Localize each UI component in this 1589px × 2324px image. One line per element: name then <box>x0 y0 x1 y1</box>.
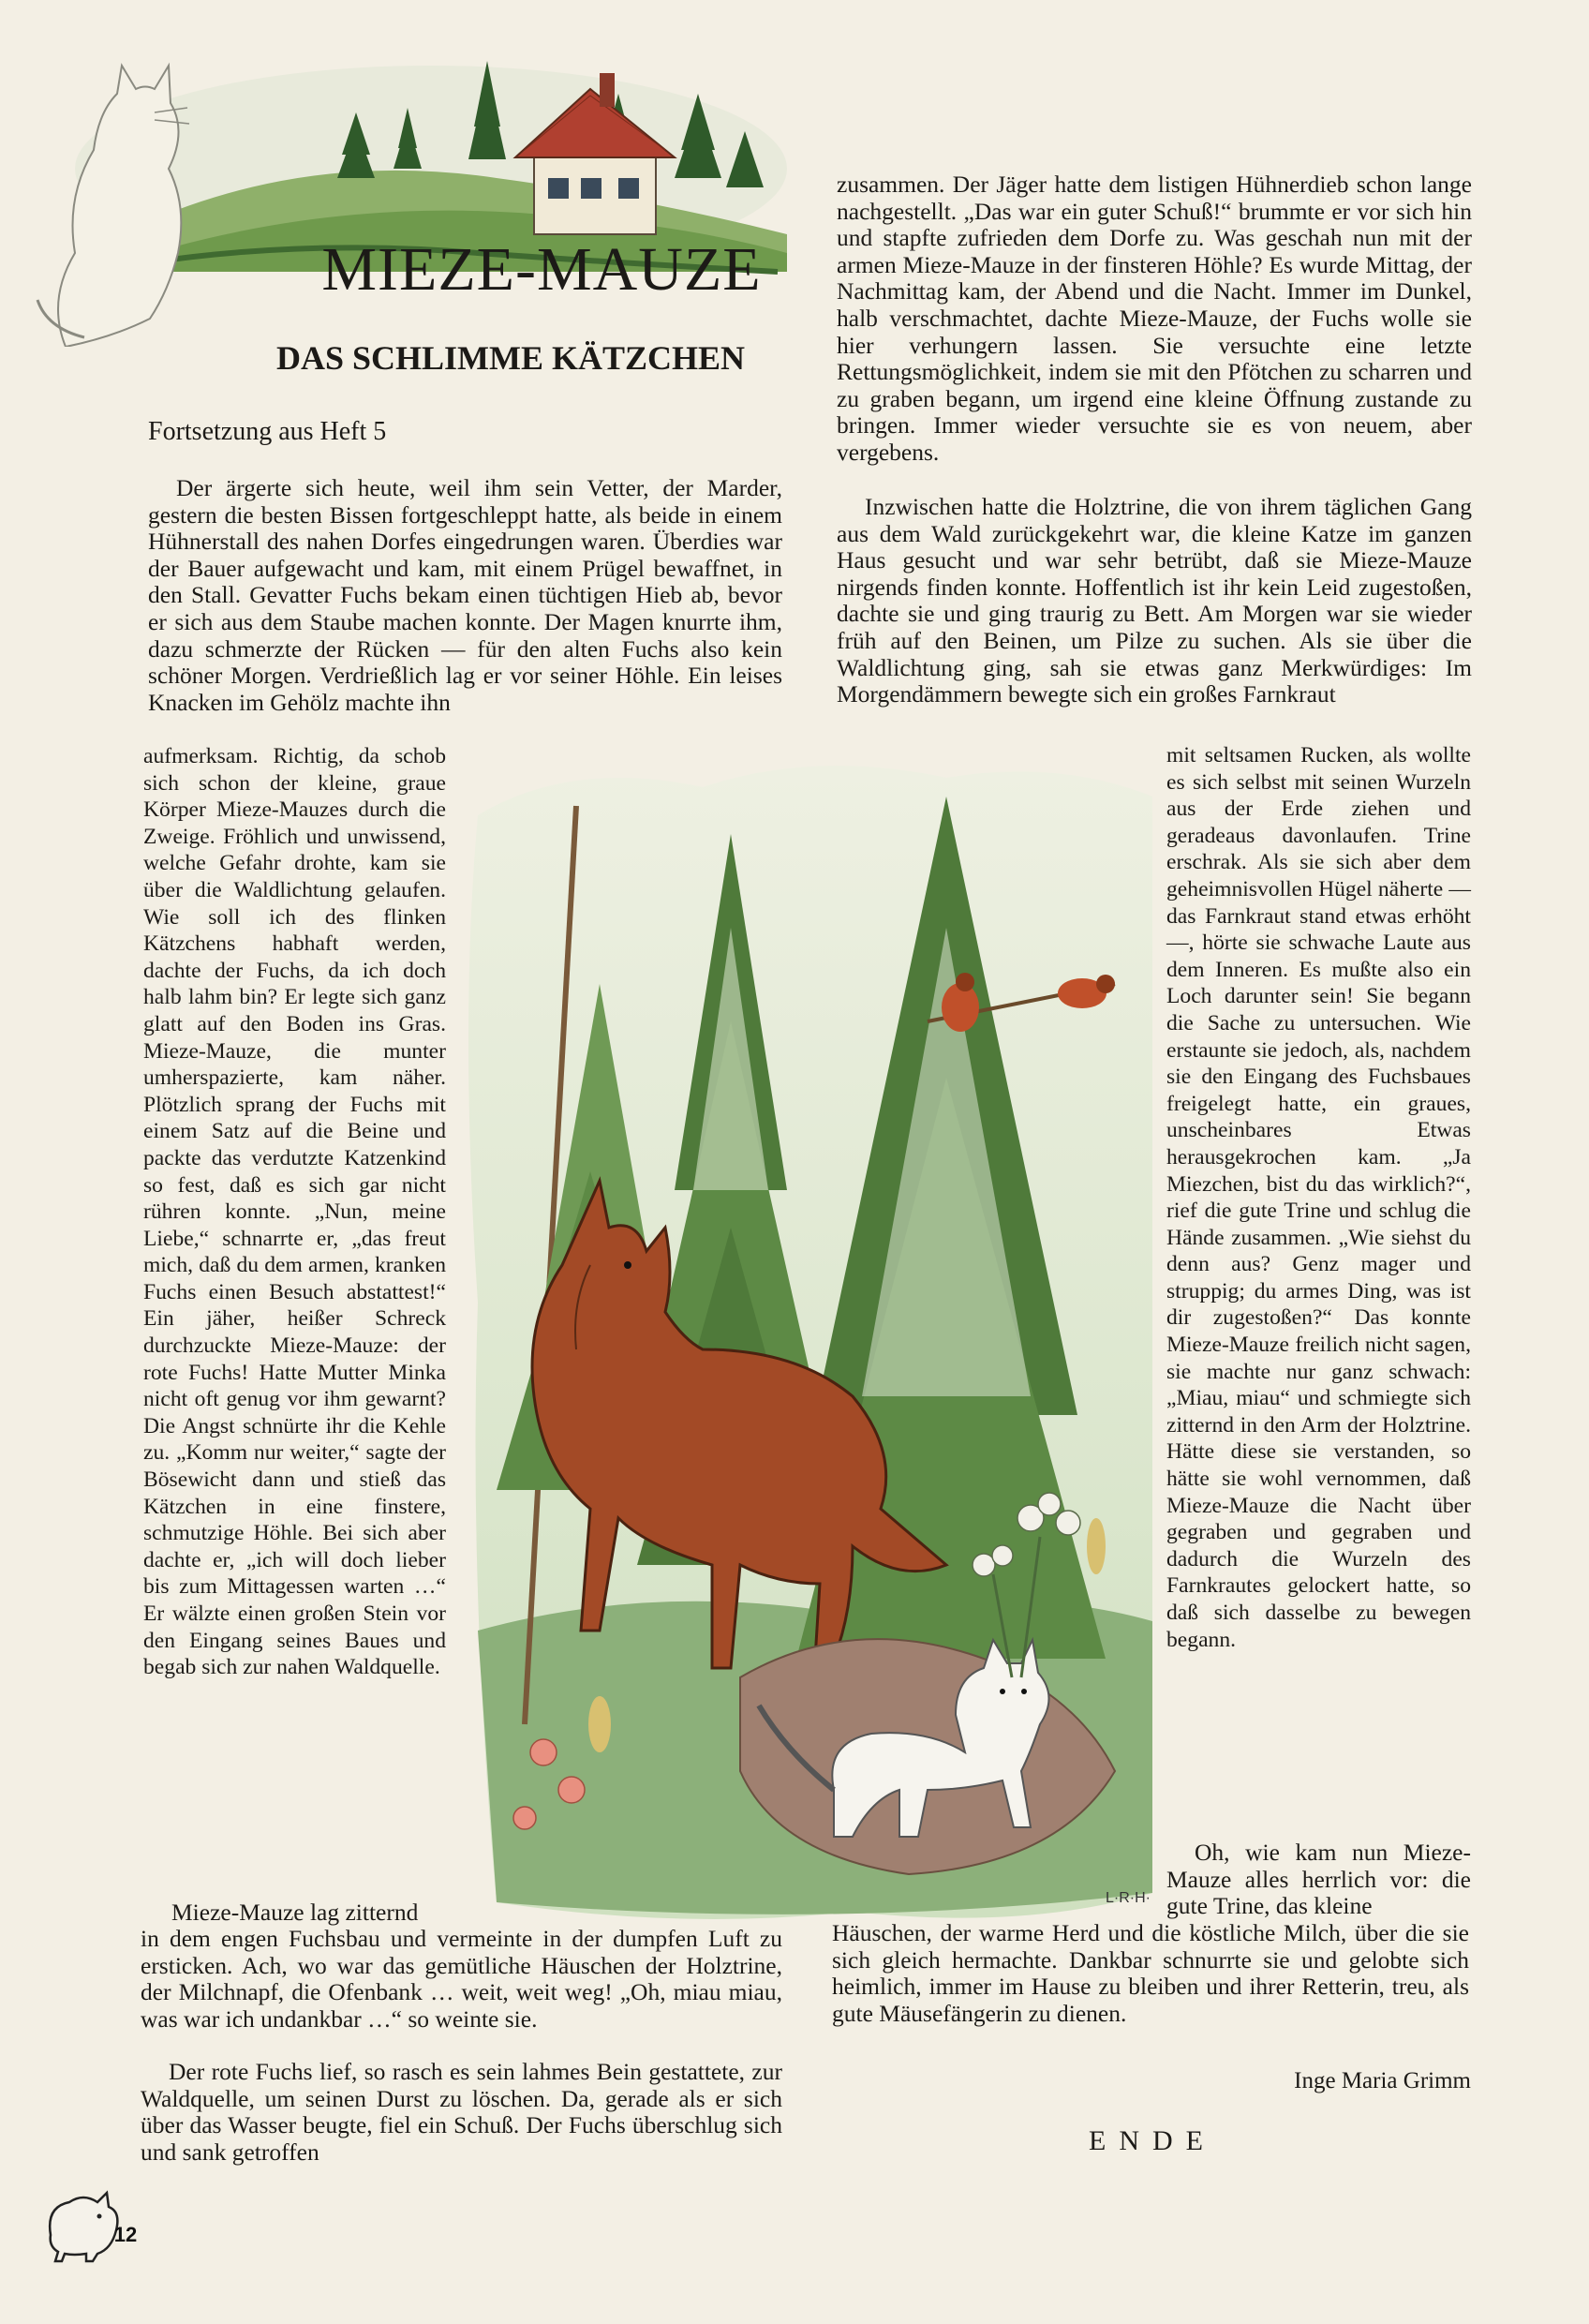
left-paragraph-2-narrow: Mieze-Mauze lag zitternd <box>171 1899 419 1926</box>
story-title: MIEZE-MAUZE <box>321 235 762 304</box>
story-subtitle: DAS SCHLIMME KÄTZCHEN <box>275 339 746 377</box>
end-mark: ENDE <box>1089 2125 1216 2156</box>
cat-silhouette-icon <box>37 66 189 347</box>
right-paragraph-2-narrow: mit seltsamen Rucken, als wollte es sich selbst mit seinen Wurzeln aus der Erde ziehen und geradeaus davonlaufen. Trine erschrak. Als sie sich aber dem geheimnisvollen Hügel näherte — das Farnkraut stand etwas erhöht —, hörte sie schwache Laute aus dem Inneren. Es mußte also ein Loch darunter sein! Sie begann die Sache zu untersuchen. Wie erstaunte sie jedoch, als, nachdem sie den Eingang des Fuchsbaues freigelegt hatte, ein graues, unscheinbares Etwas herausgekrochen kam. „Ja Miezchen, bist du das wirklich?“, rief die gute Trine und schlug die Hände zusammen. „Wie siehst du denn aus? Genz mager und struppig; du armes Ding, was ist dir zugestoßen?“ Das konnte Mieze-Mauze freilich nicht sagen, sie machte nur ganz schwach: „Miau, miau“ und schmiegte sich zitternd in den Arm der Holztrine. Hätte diese sie verstanden, so hätte sie wohl vernommen, daß Mieze-Mauze die Nacht über gegraben und gegraben und dadurch die Wurzeln des Farnkrautes gelockert hatte, so daß sich dasselbe zu bewegen begann. <box>1166 743 1471 1652</box>
right-paragraph-3-narrow: Oh, wie kam nun Mieze-Mauze alles herrlich vor: die gute Trine, das kleine <box>1166 1839 1471 1920</box>
left-paragraph-2: in dem engen Fuchsbau und vermeinte in der dumpfen Luft zu ersticken. Ach, wo war das gemütliche Häuschen der Holztrine, der Milchnapf, die Ofenbank … weit, weit weg! „Oh, miau miau, was war ich undankbar …“ so weinte sie. <box>141 1925 782 2033</box>
illustration-signature: L·R·H· <box>1106 1890 1151 1906</box>
right-paragraph-1: zusammen. Der Jäger hatte dem listigen Hühnerdieb schon lange nachgestellt. „Das war ein guter Schuß!“ brummte er vor sich hin und stapfte zufrieden dem Dorfe zu. Was geschah nun mit der armen Mieze-Mauze in der finsteren Höhle? Es wurde Mittag, der Nachmittag kam, der Abend und die Nacht. Immer im Dunkel, halb verschmachtet, dachte Mieze-Mauze, der Fuchs wolle sie hier verhungern lassen. Sie versuchte eine letzte Rettungsmöglichkeit, indem sie mit den Pfötchen zu scharren und zu graben begann, um irgend eine kleine Öffnung zustande zu bringen. Immer wieder versuchte sie es von neuem, aber vergebens. <box>837 171 1472 466</box>
right-paragraph-3: Häuschen, der warme Herd und die köstliche Milch, über die sie sich gleich hermachte. Dankbar schnurrte sie und gelobte sich heimlich, immer im Hause zu bleiben und ihrer Retterin, treu, als gute Mäusefängerin zu dienen. <box>832 1919 1469 2027</box>
page-number: 12 <box>113 2223 138 2246</box>
continuation-note: Fortsetzung aus Heft 5 <box>148 417 387 446</box>
left-paragraph-1-narrow: aufmerksam. Richtig, da schob sich schon der kleine, graue Körper Mieze-Mauzes durch die Zweige. Fröhlich und unwissend, welche Gefahr drohte, kam sie über die Waldlichtung gelaufen. Wie soll ich des flinken Kätzchens habhaft werden, dachte der Fuchs, da ich doch halb lahm bin? Er legte sich ganz glatt auf den Boden ins Gras. Mieze-Mauze, die munter umherspazierte, kam näher. Plötzlich sprang der Fuchs mit einem Satz auf die Beine und packte das verdutzte Katzenkind so fest, daß es sich gar nicht rühren konnte. „Nun, meine Liebe,“ schnarrte er, „das freut mich, daß du dem armen, kranken Fuchs einen Besuch abstattest!“ Ein jäher, heißer Schreck durchzuckte Mieze-Mauze: der rote Fuchs! Hatte Mutter Minka nicht oft genug vor ihm gewarnt? Die Angst schnürte ihr die Kehle zu. „Komm nur weiter,“ sagte der Bösewicht dann und stieß das Kätzchen in eine finstere, schmutzige Höhle. Bei sich aber dachte er, „ich will doch lieber bis zum Mittagessen warten …“ Er wälzte einen großen Stein vor den Eingang seines Baues und begab sich zur nahen Waldquelle. <box>143 744 446 1680</box>
right-paragraph-2: Inzwischen hatte die Holztrine, die von ihrem täglichen Gang aus dem Wald zurückgekehrt war, die kleine Katze im ganzen Haus gesucht und war sehr betrübt, daß sie Mieze-Mauze nirgends finden konnte. Hoffentlich ist ihr kein Leid zugestoßen, dachte sie und ging traurig zu Bett. Am Morgen war sie wieder früh auf den Beinen, um Pilze zu suchen. Als sie über die Waldlichtung ging, sah sie etwas ganz Merkwürdiges: Im Morgendämmern bewegte sich ein großes Farnkraut <box>837 493 1472 708</box>
forest-illustration <box>459 740 1157 1930</box>
left-paragraph-1: Der ärgerte sich heute, weil ihm sein Vetter, der Marder, gestern die besten Bissen fortgeschleppt hatte, als beide in einem Hühnerstall des nahen Dorfes eingedrungen waren. Überdies war der Bauer aufgewacht und kam, mit einem Prügel bewaffnet, in den Stall. Gevatter Fuchs bekam einen tüchtigen Hieb ab, bevor er sich aus dem Staube machen konnte. Der Magen knurrte ihm, dazu schmerzte der Rücken — für den alten Fuchs also kein schöner Morgen. Verdrießlich lag er vor seiner Höhle. Ein leises Knacken im Gehölz machte ihn <box>148 474 782 716</box>
left-paragraph-3: Der rote Fuchs lief, so rasch es sein lahmes Bein gestattete, zur Waldquelle, um seinen Durst zu löschen. Da, gerade als er sich über das Wasser beugte, fiel ein Schuß. Der Fuchs überschlug sich und sank getroffen <box>141 2058 782 2166</box>
author-name: Inge Maria Grimm <box>1294 2068 1471 2093</box>
